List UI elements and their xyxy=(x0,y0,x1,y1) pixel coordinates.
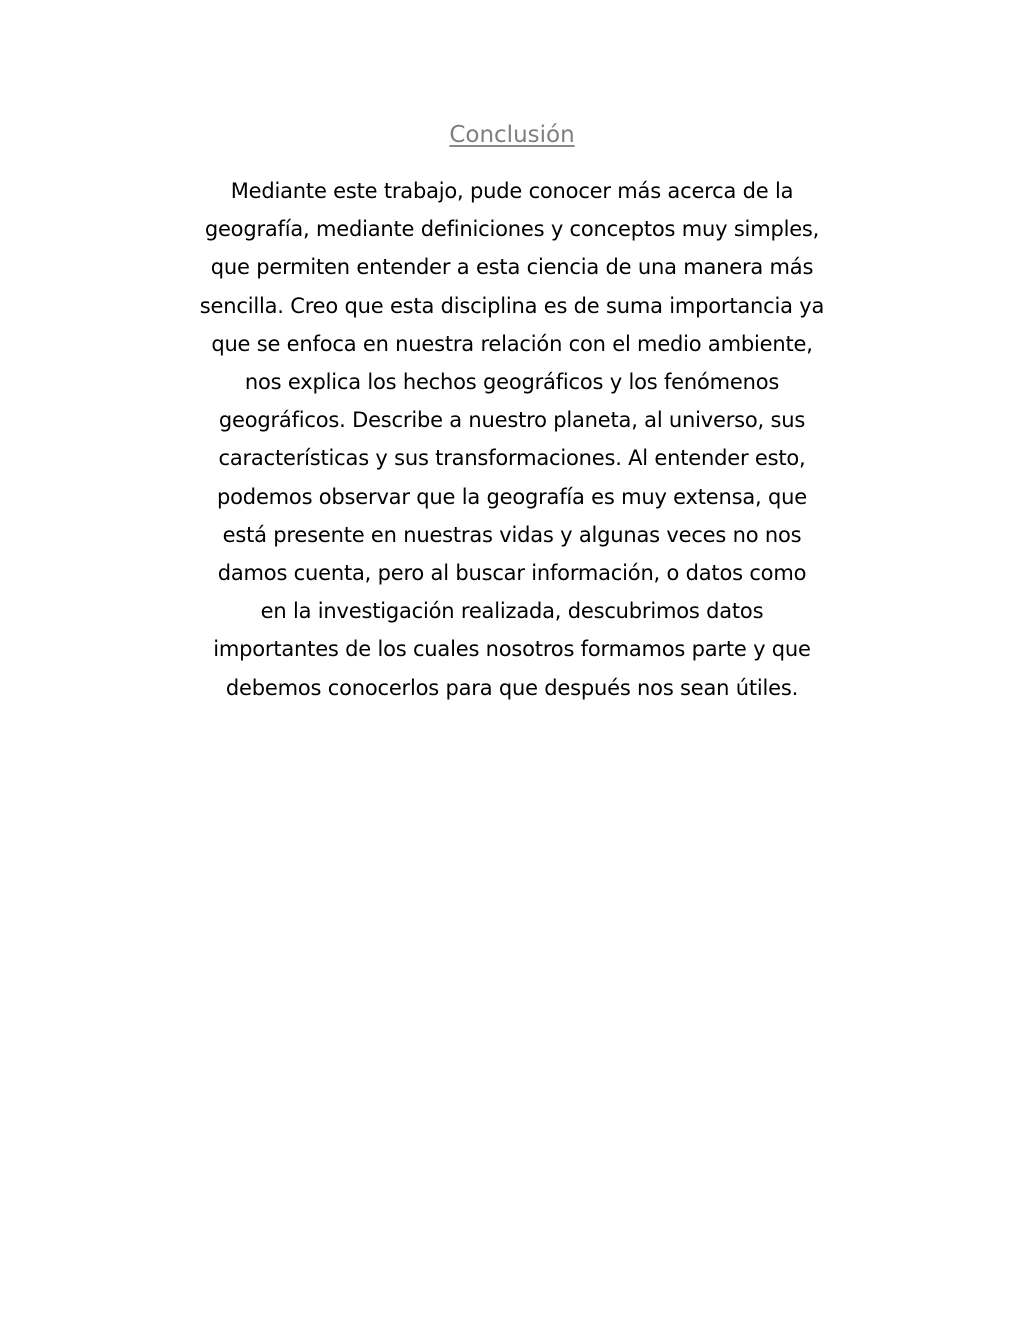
paragraph-line: está presente en nuestras vidas y algunas veces no nos xyxy=(222,522,802,547)
page-title: Conclusión xyxy=(449,122,575,148)
paragraph-line: que se enfoca en nuestra relación con el medio ambiente, xyxy=(211,331,813,356)
paragraph-line: en la investigación realizada, descubrimos datos xyxy=(260,599,764,624)
paragraph-line: características y sus transformaciones. Al entender esto, xyxy=(218,446,806,471)
paragraph-line: que permiten entender a esta ciencia de una manera más xyxy=(210,255,814,280)
paragraph-line: Mediante este trabajo, pude conocer más acerca de la xyxy=(230,179,794,203)
paragraph-line: debemos conocerlos para que después nos sean útiles. xyxy=(225,675,799,700)
conclusion-paragraph xyxy=(130,172,894,707)
paragraph-line: nos explica los hechos geográficos y los fenómenos xyxy=(244,370,780,395)
paragraph-line: damos cuenta, pero al buscar información, o datos como xyxy=(217,561,807,586)
paragraph-line: importantes de los cuales nosotros formamos parte y que xyxy=(213,637,811,662)
paragraph-line: sencilla. Creo que esta disciplina es de suma importancia ya xyxy=(199,293,825,318)
paragraph-line: geografía, mediante definiciones y conceptos muy simples, xyxy=(204,217,820,242)
paragraph-line: geográficos. Describe a nuestro planeta, al universo, sus xyxy=(218,408,806,433)
paragraph-line: podemos observar que la geografía es muy extensa, que xyxy=(217,484,807,509)
